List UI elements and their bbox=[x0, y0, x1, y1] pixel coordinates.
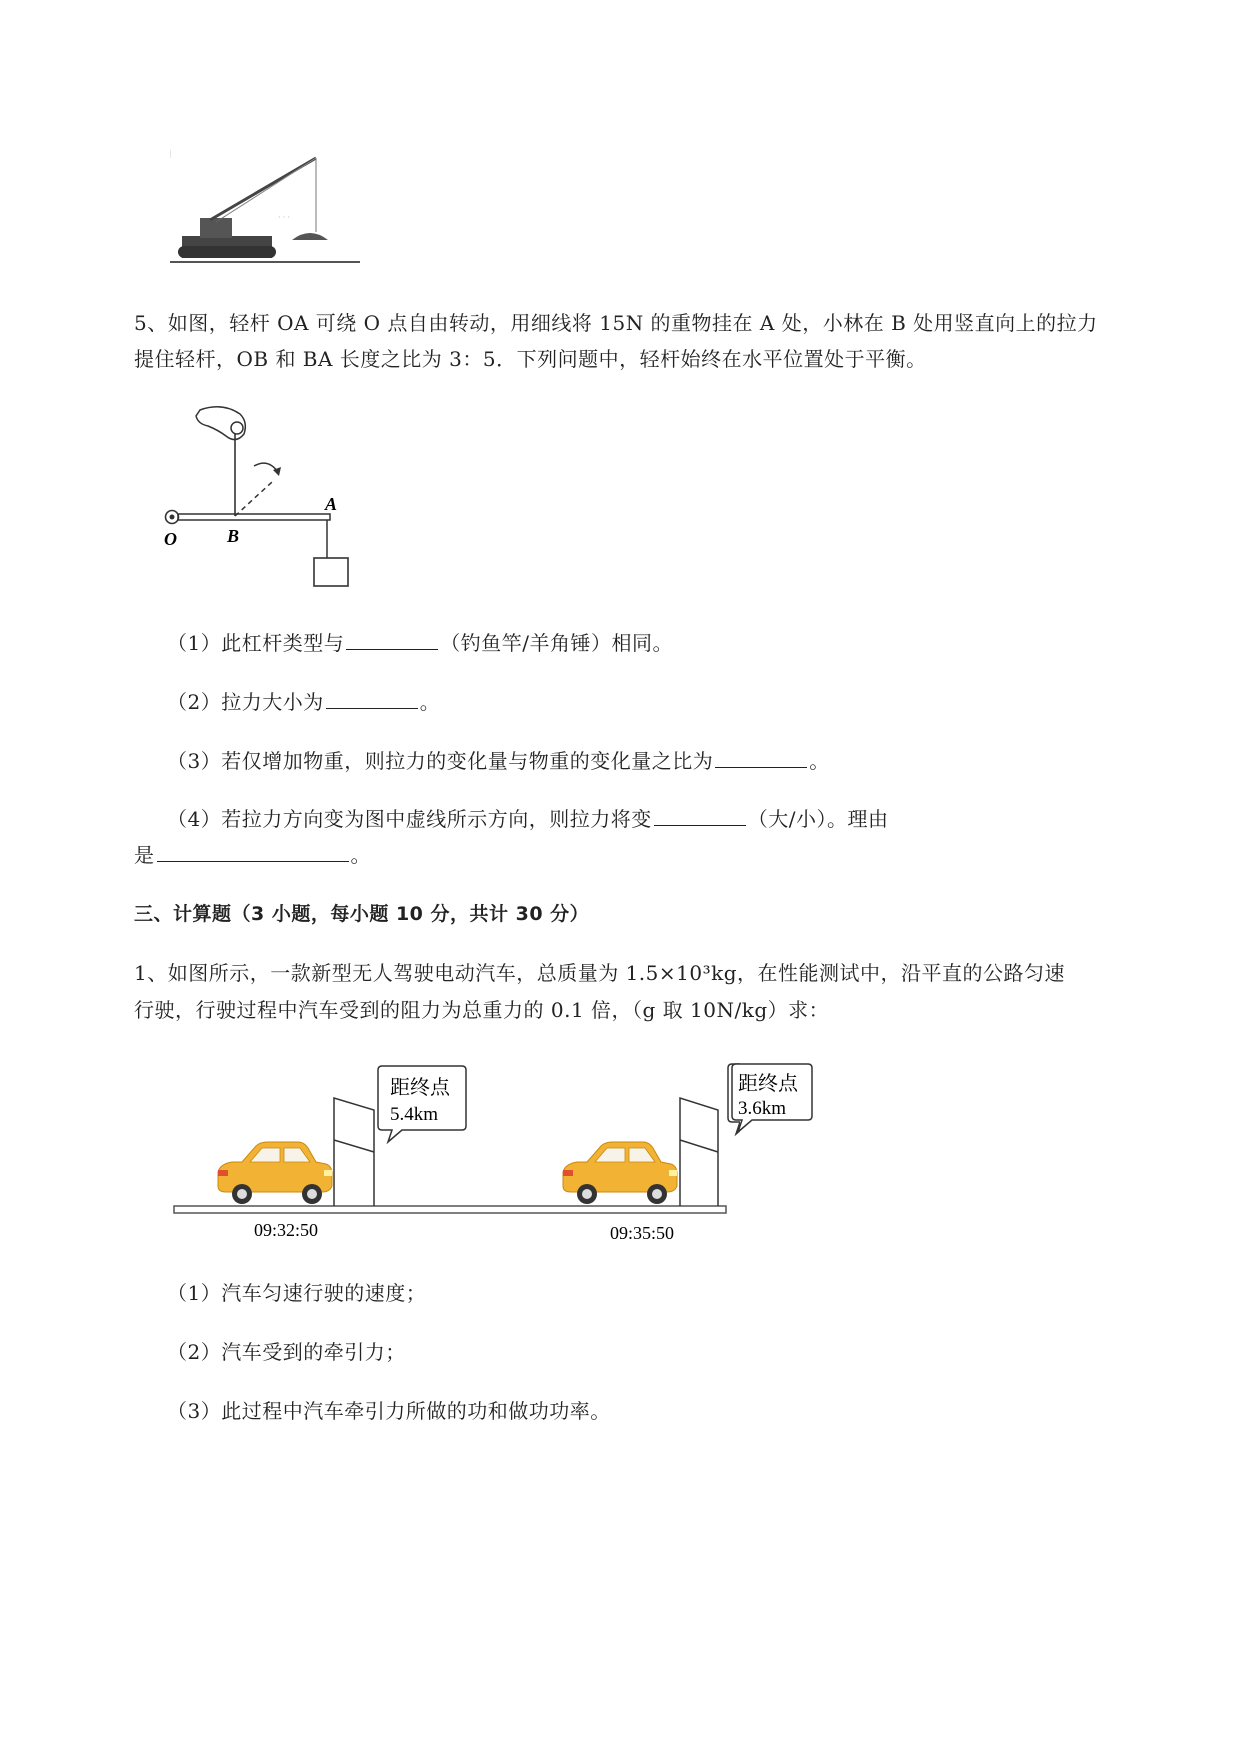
lever-label-b: B bbox=[227, 526, 240, 546]
car-2-icon bbox=[563, 1142, 677, 1204]
q1-sub1: （1）汽车匀速行驶的速度； bbox=[167, 1281, 427, 1305]
q5-sub3 bbox=[167, 747, 830, 775]
time1-label: 09:32:50 bbox=[254, 1220, 319, 1240]
q5-sub4-line2-tail: 。 bbox=[350, 843, 371, 867]
q5-sub1-text: （1）此杠杆类型与 bbox=[167, 631, 345, 655]
q1-sub2: （2）汽车受到的牵引力； bbox=[167, 1340, 406, 1364]
q5-sub3-tail: 。 bbox=[809, 749, 830, 773]
q5-stem-line2: 提住轻杆，OB 和 BA 长度之比为 3：5．下列问题中，轻杆始终在水平位置处于平衡。 bbox=[134, 347, 927, 371]
q5-sub4-line2-text: 是 bbox=[134, 843, 155, 867]
q5-sub4-text: （4）若拉力方向变为图中虚线所示方向，则拉力将变 bbox=[167, 807, 652, 831]
sign2-title: 距终点 bbox=[738, 1073, 798, 1095]
section3-heading: 三、计算题（3 小题，每小题 10 分，共计 30 分） bbox=[134, 903, 590, 925]
sign-bubble-1 bbox=[378, 1066, 466, 1142]
q5-sub4-line2 bbox=[134, 841, 371, 869]
q5-sub2-tail: 。 bbox=[419, 690, 441, 714]
q5-sub2 bbox=[167, 688, 440, 716]
q5-sub3-text: （3）若仅增加物重，则拉力的变化量与物重的变化量之比为 bbox=[167, 749, 714, 773]
q5-stem-line1: 5、如图，轻杆 OA 可绕 O 点自由转动，用细线将 15N 的重物挂在 A 处，小林在 B 处用竖直向上的拉力 bbox=[134, 311, 1098, 335]
q5-sub4 bbox=[167, 805, 888, 833]
car-1-icon bbox=[218, 1142, 332, 1204]
lever-label-o: O bbox=[164, 529, 177, 549]
answer-blank-4[interactable] bbox=[654, 805, 746, 826]
sign1-value: 5.4km bbox=[390, 1104, 439, 1125]
distance-post-1 bbox=[334, 1098, 374, 1206]
svg-text:· · ·: · · · bbox=[278, 213, 290, 222]
answer-blank-3[interactable] bbox=[715, 747, 807, 768]
q5-sub1 bbox=[167, 629, 673, 657]
sign2-value: 3.6km bbox=[738, 1098, 787, 1119]
q1-sub3: （3）此过程中汽车牵引力所做的功和做功功率。 bbox=[167, 1399, 611, 1423]
q1-stem-line1: 1、如图所示，一款新型无人驾驶电动汽车，总质量为 1.5×10³kg，在性能测试中，沿平直的公路匀速 bbox=[134, 961, 1066, 985]
crane-figure bbox=[170, 150, 370, 270]
q5-sub4-tail: （大/小）。理由 bbox=[747, 807, 889, 831]
q5-sub2-text: （2）拉力大小为 bbox=[167, 690, 324, 714]
answer-blank-5[interactable] bbox=[157, 841, 349, 862]
lever-label-a: A bbox=[325, 494, 338, 514]
time2-label: 09:35:50 bbox=[610, 1223, 675, 1243]
q1-stem-line2: 行驶，行驶过程中汽车受到的阻力为总重力的 0.1 倍，（g 取 10N/kg）求： bbox=[134, 998, 830, 1022]
q5-sub1-tail: （钓鱼竿/羊角锤）相同。 bbox=[440, 631, 673, 655]
lever-figure bbox=[160, 400, 370, 595]
car-road-figure bbox=[170, 1058, 740, 1248]
answer-blank-2[interactable] bbox=[326, 688, 418, 709]
sign1-title: 距终点 bbox=[390, 1077, 450, 1099]
answer-blank-1[interactable] bbox=[346, 629, 438, 650]
sign-bubble-2-figure bbox=[730, 1062, 820, 1142]
distance-post-2 bbox=[680, 1098, 718, 1206]
